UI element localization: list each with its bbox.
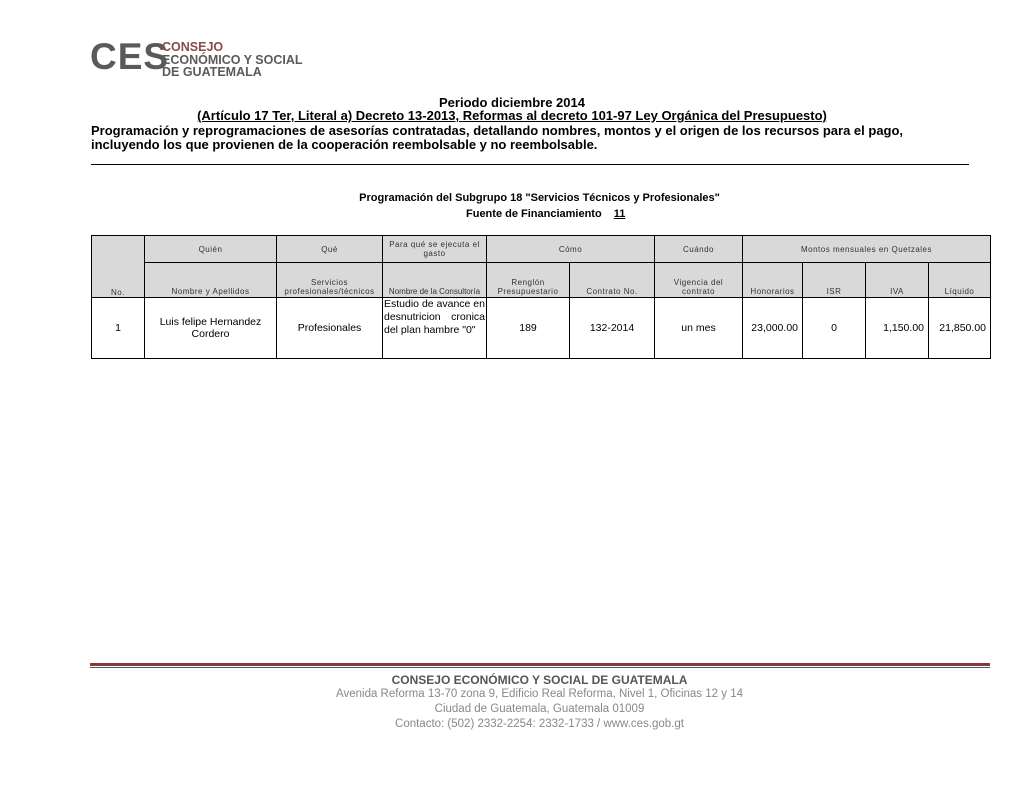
- cell-nombre: Luis felipe Hernandez Cordero: [145, 298, 277, 359]
- col-header-renglon: Renglón Presupuestario: [487, 263, 570, 298]
- column-header-row: [92, 263, 991, 298]
- cell-contrato: 132-2014: [570, 298, 655, 359]
- cell-liquido: 21,850.00: [929, 298, 991, 359]
- period-title: Periodo diciembre 2014: [439, 95, 585, 110]
- cell-consultoria: Estudio de avance en desnutricion cronica del plan hambre "0": [383, 298, 487, 359]
- logo-line-2: ECONÓMICO Y SOCIAL: [162, 52, 303, 67]
- cell-no: 1: [92, 298, 145, 359]
- col-header-isr: ISR: [803, 263, 866, 298]
- logo-text: [162, 41, 303, 79]
- subgroup-title: Programación del Subgrupo 18 "Servicios Técnicos y Profesionales": [359, 192, 720, 204]
- col-header-vigencia: Vigencia del contrato: [655, 263, 743, 298]
- legal-reference: (Artículo 17 Ter, Literal a) Decreto 13-2013, Reformas al decreto 101-97 Ley Orgánica del Presupuesto): [197, 108, 827, 123]
- logo-line-1: CONSEJO: [162, 40, 224, 54]
- ces-logo: [90, 36, 320, 82]
- col-header-honorarios: Honorarios: [743, 263, 803, 298]
- consultancy-table: [91, 235, 991, 359]
- col-header-consultoria: Nombre de la Consultoría: [383, 263, 487, 298]
- col-header-no: No.: [92, 236, 145, 298]
- cell-iva: 1,150.00: [866, 298, 929, 359]
- footer-rule-gray: [90, 667, 990, 668]
- logo-acronym: CES: [90, 36, 170, 77]
- document-description: Programación y reprogramaciones de asesorías contratadas, detallando nombres, montos y el origen de los recursos para el pago, incluyendo los que provienen de la cooperación reembolsable y no reembolsable.: [91, 123, 904, 152]
- table-row: [92, 298, 991, 359]
- funding-source: [466, 208, 625, 220]
- cell-isr: 0: [803, 298, 866, 359]
- cell-servicios: Profesionales: [277, 298, 383, 359]
- funding-source-number: 11: [613, 208, 626, 220]
- footer-contact: Contacto: (502) 2332-2254: 2332-1733 / www.ces.gob.gt: [395, 718, 684, 730]
- col-header-liquido: Líquido: [929, 263, 991, 298]
- group-header-para-que: Para qué se ejecuta el gasto: [383, 236, 487, 263]
- footer-rule-red: [90, 663, 990, 666]
- logo-line-3: DE GUATEMALA: [162, 65, 262, 79]
- cell-honorarios: 23,000.00: [743, 298, 803, 359]
- group-header-cuando: Cuándo: [655, 236, 743, 263]
- cell-vigencia: un mes: [655, 298, 743, 359]
- cell-renglon: 189: [487, 298, 570, 359]
- footer-city: Ciudad de Guatemala, Guatemala 01009: [434, 703, 645, 715]
- footer-title: CONSEJO ECONÓMICO Y SOCIAL DE GUATEMALA: [391, 673, 688, 687]
- header-divider: [91, 164, 969, 165]
- group-header-montos: Montos mensuales en Quetzales: [743, 236, 991, 263]
- group-header-quien: Quién: [145, 236, 277, 263]
- footer-address: Avenida Reforma 13-70 zona 9, Edificio Real Reforma, Nivel 1, Oficinas 12 y 14: [336, 688, 743, 700]
- col-header-nombre: Nombre y Apellidos: [145, 263, 277, 298]
- col-header-contrato: Contrato No.: [570, 263, 655, 298]
- col-header-iva: IVA: [866, 263, 929, 298]
- group-header-que: Qué: [277, 236, 383, 263]
- funding-source-label: Fuente de Financiamiento: [466, 208, 602, 220]
- group-header-como: Cómo: [487, 236, 655, 263]
- group-header-row: [92, 236, 991, 263]
- col-header-servicios: Servicios profesionales/técnicos: [277, 263, 383, 298]
